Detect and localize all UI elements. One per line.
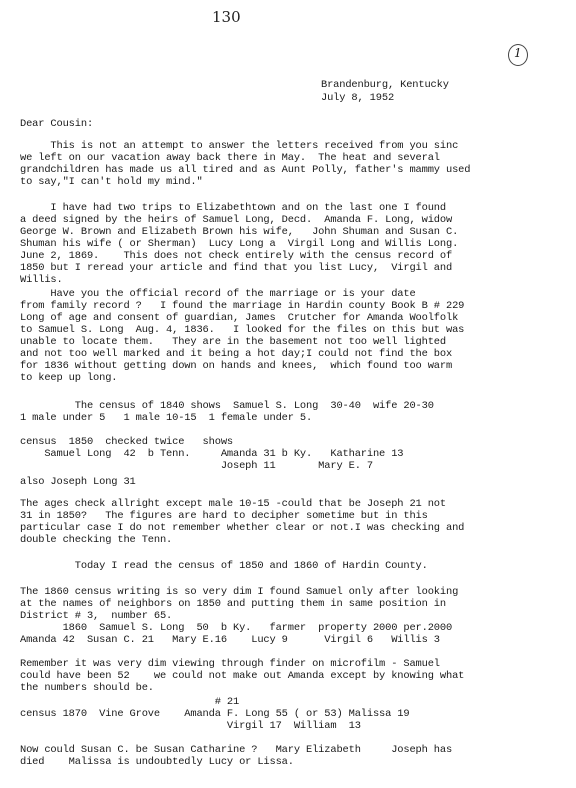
body-line: to say,"I can't hold my mind." (20, 176, 203, 188)
body-line: This is not an attempt to answer the letters received from you sinc (20, 140, 459, 152)
body-line: 1 male under 5 1 male 10-15 1 female under 5. (20, 412, 313, 424)
body-line: unable to locate them. They are in the basement not too well lighted (20, 336, 446, 348)
body-line: particular case I do not remember whether clear or not.I was checking and (20, 522, 465, 534)
body-line: 1850 but I reread your article and find that you list Lucy, Virgil and (20, 262, 453, 274)
census-line: 1860 Samuel S. Long 50 b Ky. farmer property 2000 per.2000 (20, 622, 453, 634)
body-line: to Samuel S. Long Aug. 4, 1836. I looked for the files on this but was (20, 324, 465, 336)
letter-place: Brandenburg, Kentucky (321, 79, 449, 91)
body-line: the numbers should be. (20, 682, 154, 694)
census-line: Virgil 17 William 13 (20, 720, 361, 732)
census-line: Joseph 11 Mary E. 7 (20, 460, 373, 472)
body-line: a deed signed by the heirs of Samuel Long, Decd. Amanda F. Long, widow (20, 214, 453, 226)
census-line: census 1850 checked twice shows (20, 436, 233, 448)
body-line: The 1860 census writing is so very dim I found Samuel only after looking (20, 586, 459, 598)
body-line: Today I read the census of 1850 and 1860 of Hardin County. (20, 560, 428, 572)
body-line: Long of age and consent of guardian, James Crutcher for Amanda Woolfolk (20, 312, 459, 324)
body-line: grandchildren has made us all tired and as Aunt Polly, father's mammy used (20, 164, 471, 176)
body-line: we left on our vacation away back there in May. The heat and several (20, 152, 440, 164)
letter-date: July 8, 1952 (321, 92, 395, 104)
body-line: The census of 1840 shows Samuel S. Long 30-40 wife 20-30 (20, 400, 434, 412)
body-line: and not too well marked and it being a hot day;I could not find the box (20, 348, 453, 360)
census-line: census 1870 Vine Grove Amanda F. Long 55 ( or 53) Malissa 19 (20, 708, 410, 720)
body-line: for 1836 without getting down on hands and knees, which found too warm (20, 360, 453, 372)
body-line: double checking the Tenn. (20, 534, 173, 546)
circled-page-mark (508, 44, 528, 66)
census-line: Amanda 42 Susan C. 21 Mary E.16 Lucy 9 Virgil 6 Willis 3 (20, 634, 440, 646)
body-line: Willis. (20, 274, 63, 286)
handwritten-note: # 21 (20, 696, 240, 708)
body-line: from family record ? I found the marriage in Hardin county Book B # 229 (20, 300, 465, 312)
body-line: I have had two trips to Elizabethtown and on the last one I found (20, 202, 446, 214)
page-number: 130 (212, 8, 241, 26)
body-line: died Malissa is undoubtedly Lucy or Lissa. (20, 756, 294, 768)
body-line: Shuman his wife ( or Sherman) Lucy Long a Virgil Long and Willis Long. (20, 238, 459, 250)
body-line: Now could Susan C. be Susan Catharine ? Mary Elizabeth Joseph has (20, 744, 453, 756)
census-line: Samuel Long 42 b Tenn. Amanda 31 b Ky. Katharine 13 (20, 448, 404, 460)
body-line: George W. Brown and Elizabeth Brown his wife, John Shuman and Susan C. (20, 226, 459, 238)
body-line: at the names of neighbors on 1850 and putting them in same position in (20, 598, 446, 610)
body-line: The ages check allright except male 10-15 -could that be Joseph 21 not (20, 498, 446, 510)
body-line: could have been 52 we could not make out Amanda except by knowing what (20, 670, 465, 682)
circled-mark-text: 1 (514, 46, 522, 60)
body-line: June 2, 1869. This does not check entirely with the census record of (20, 250, 453, 262)
body-line: Have you the official record of the marriage or is your date (20, 288, 416, 300)
body-line: 31 in 1850? The figures are hard to decipher sometime but in this (20, 510, 428, 522)
body-line: to keep up long. (20, 372, 118, 384)
body-line: District # 3, number 65. (20, 610, 173, 622)
census-line: also Joseph Long 31 (20, 476, 136, 488)
body-line: Remember it was very dim viewing through finder on microfilm - Samuel (20, 658, 440, 670)
salutation: Dear Cousin: (20, 118, 94, 130)
